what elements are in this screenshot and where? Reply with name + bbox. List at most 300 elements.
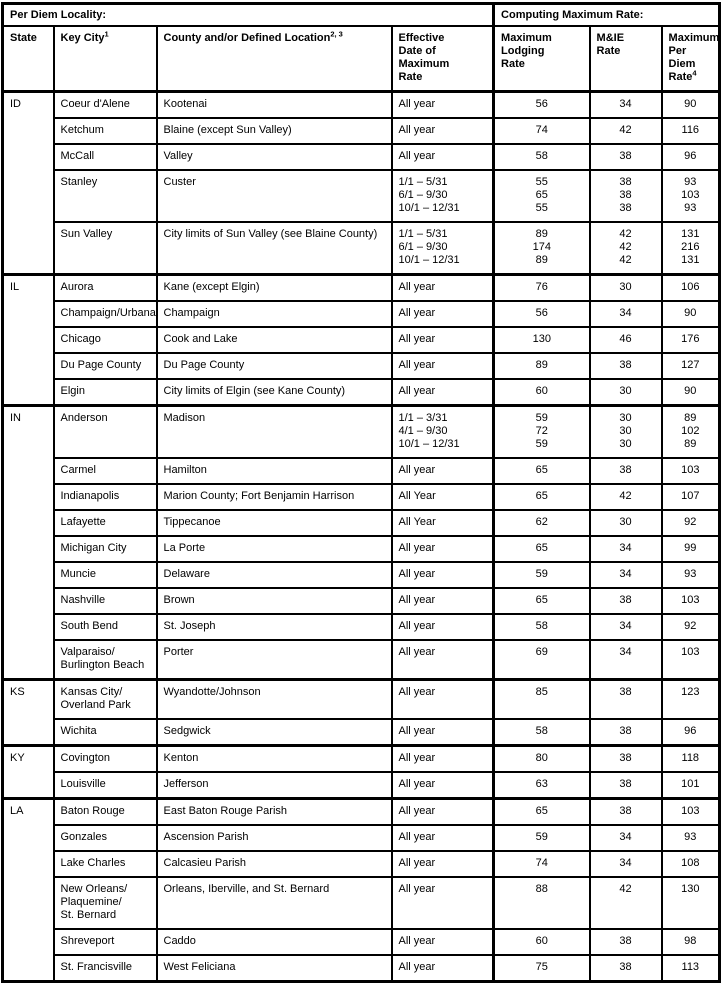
cell-line: All year [398, 359, 436, 371]
effective-date-cell [392, 772, 494, 799]
column-header-key-city [54, 26, 157, 92]
cell-line: Calcasieu Parish [163, 857, 247, 869]
cell-line: 176 [681, 333, 700, 345]
cell-line: La Porte [163, 542, 206, 554]
state-cell: IL [3, 275, 54, 406]
header-line: Per Diem [668, 45, 696, 70]
county-cell [157, 379, 392, 406]
footnote-superscript: 4 [692, 68, 697, 78]
effective-date-cell [392, 614, 494, 640]
maximum-per-diem-rate-cell [662, 588, 720, 614]
cell-line: 6/1 – 9/30 [398, 241, 448, 253]
mie-rate-cell [590, 353, 662, 379]
maximum-lodging-rate-cell [494, 680, 590, 720]
maximum-lodging-rate-cell [494, 301, 590, 327]
maximum-per-diem-rate-cell [662, 379, 720, 406]
cell-line: McCall [60, 150, 95, 162]
mie-rate-cell [590, 955, 662, 982]
cell-line: St. Francisville [60, 961, 133, 973]
cell-line: 56 [535, 307, 548, 319]
cell-line: 58 [535, 620, 548, 632]
cell-line: 30 [619, 281, 632, 293]
cell-line: 131 [681, 228, 700, 240]
cell-line: Valley [163, 150, 193, 162]
cell-line: 30 [619, 385, 632, 397]
key-city-cell [54, 746, 157, 773]
key-city-cell [54, 929, 157, 955]
cell-line: 38 [619, 594, 632, 606]
cell-line: Custer [163, 176, 196, 188]
effective-date-cell [392, 799, 494, 826]
cell-line: 65 [535, 189, 548, 201]
mie-rate-cell [590, 118, 662, 144]
table-row [3, 170, 720, 222]
county-cell [157, 144, 392, 170]
maximum-per-diem-rate-cell [662, 301, 720, 327]
cell-line: 46 [619, 333, 632, 345]
effective-date-cell [392, 222, 494, 275]
county-cell [157, 588, 392, 614]
cell-line: 38 [619, 150, 632, 162]
table-row [3, 275, 720, 302]
cell-line: 116 [681, 124, 700, 136]
cell-line: Wichita [60, 725, 97, 737]
effective-date-cell [392, 92, 494, 119]
cell-line: 75 [535, 961, 548, 973]
maximum-per-diem-rate-cell [662, 510, 720, 536]
header-line: State [10, 32, 37, 44]
maximum-per-diem-rate-cell [662, 929, 720, 955]
cell-line: 6/1 – 9/30 [398, 189, 448, 201]
mie-rate-cell [590, 877, 662, 929]
cell-line: 63 [535, 778, 548, 790]
cell-line: 96 [684, 150, 697, 162]
cell-line: 102 [681, 425, 700, 437]
cell-line: Tippecanoe [163, 516, 221, 528]
table-row [3, 746, 720, 773]
cell-line: City limits of Elgin (see Kane County) [163, 385, 346, 397]
cell-line: 76 [535, 281, 548, 293]
county-cell [157, 614, 392, 640]
header-line: Rate [398, 71, 423, 83]
state-cell: KS [3, 680, 54, 746]
cell-line: West Feliciana [163, 961, 236, 973]
cell-line: New Orleans/ [60, 883, 128, 895]
key-city-cell [54, 588, 157, 614]
cell-line: Champaign [163, 307, 220, 319]
per-diem-rates-table [1, 2, 721, 983]
maximum-per-diem-rate-cell [662, 772, 720, 799]
key-city-cell [54, 562, 157, 588]
cell-line: 103 [681, 189, 700, 201]
cell-line: 59 [535, 568, 548, 580]
cell-line: All year [398, 620, 436, 632]
effective-date-cell [392, 929, 494, 955]
maximum-lodging-rate-cell [494, 144, 590, 170]
cell-line: 4/1 – 9/30 [398, 425, 448, 437]
county-cell [157, 353, 392, 379]
county-cell [157, 222, 392, 275]
cell-line: 90 [684, 307, 697, 319]
cell-line: Delaware [163, 568, 210, 580]
header-line: Rate [501, 58, 525, 70]
table-row [3, 929, 720, 955]
column-header-state [3, 26, 54, 92]
table-row [3, 484, 720, 510]
cell-line: Coeur d'Alene [60, 98, 130, 110]
cell-line: 59 [535, 831, 548, 843]
key-city-cell [54, 353, 157, 379]
cell-line: 1/1 – 5/31 [398, 176, 448, 188]
table-row [3, 301, 720, 327]
cell-line: All year [398, 883, 436, 895]
maximum-lodging-rate-cell [494, 92, 590, 119]
cell-line: St. Bernard [60, 909, 117, 921]
maximum-per-diem-rate-cell [662, 719, 720, 746]
cell-line: 34 [619, 542, 632, 554]
cell-line: Marion County; Fort Benjamin Harrison [163, 490, 355, 502]
state-cell: KY [3, 746, 54, 799]
cell-line: Louisville [60, 778, 106, 790]
cell-line: St. Joseph [163, 620, 216, 632]
maximum-lodging-rate-cell [494, 929, 590, 955]
county-cell [157, 510, 392, 536]
cell-line: 65 [535, 464, 548, 476]
maximum-lodging-rate-cell [494, 640, 590, 680]
cell-line: All year [398, 805, 436, 817]
cell-line: 88 [535, 883, 548, 895]
cell-line: Gonzales [60, 831, 107, 843]
cell-line: 103 [681, 464, 700, 476]
effective-date-cell [392, 301, 494, 327]
county-cell [157, 640, 392, 680]
cell-line: Madison [163, 412, 206, 424]
mie-rate-cell [590, 799, 662, 826]
mie-rate-cell [590, 929, 662, 955]
effective-date-cell [392, 353, 494, 379]
mie-rate-cell [590, 680, 662, 720]
cell-line: All year [398, 385, 436, 397]
column-header-county-defined-location [157, 26, 392, 92]
table-row [3, 640, 720, 680]
cell-line: Overland Park [60, 699, 131, 711]
column-header-maximum-lodging-rate [494, 26, 590, 92]
cell-line: Plaquemine/ [60, 896, 122, 908]
cell-line: Indianapolis [60, 490, 120, 502]
cell-line: 38 [619, 464, 632, 476]
maximum-lodging-rate-cell [494, 614, 590, 640]
table-row [3, 799, 720, 826]
maximum-per-diem-rate-cell [662, 825, 720, 851]
maximum-lodging-rate-cell [494, 458, 590, 484]
table-row [3, 353, 720, 379]
county-cell [157, 746, 392, 773]
effective-date-cell [392, 825, 494, 851]
mie-rate-cell [590, 851, 662, 877]
county-cell [157, 118, 392, 144]
cell-line: 62 [535, 516, 548, 528]
cell-line: 65 [535, 805, 548, 817]
cell-line: 55 [535, 176, 548, 188]
header-line: M&IE [596, 32, 625, 44]
effective-date-cell [392, 275, 494, 302]
cell-line: All year [398, 857, 436, 869]
table-row [3, 536, 720, 562]
effective-date-cell [392, 118, 494, 144]
county-cell [157, 929, 392, 955]
cell-line: Ascension Parish [163, 831, 249, 843]
computing-maximum-rate-section-header: Computing Maximum Rate: [494, 4, 720, 27]
key-city-cell [54, 614, 157, 640]
cell-line: 127 [681, 359, 700, 371]
cell-line: 72 [535, 425, 548, 437]
table-row [3, 327, 720, 353]
mie-rate-cell [590, 327, 662, 353]
cell-line: 90 [684, 98, 697, 110]
effective-date-cell [392, 851, 494, 877]
mie-rate-cell [590, 719, 662, 746]
cell-line: 38 [619, 189, 632, 201]
cell-line: All year [398, 464, 436, 476]
cell-line: All year [398, 778, 436, 790]
cell-line: Kane (except Elgin) [163, 281, 260, 293]
cell-line: 101 [681, 778, 700, 790]
key-city-cell [54, 406, 157, 459]
maximum-lodging-rate-cell [494, 353, 590, 379]
county-cell [157, 275, 392, 302]
cell-line: Brown [163, 594, 195, 606]
mie-rate-cell [590, 772, 662, 799]
maximum-per-diem-rate-cell [662, 406, 720, 459]
cell-line: 89 [535, 254, 548, 266]
cell-line: 30 [619, 438, 632, 450]
effective-date-cell [392, 484, 494, 510]
mie-rate-cell [590, 301, 662, 327]
maximum-per-diem-rate-cell [662, 955, 720, 982]
maximum-per-diem-rate-cell [662, 746, 720, 773]
cell-line: 38 [619, 725, 632, 737]
table-row [3, 118, 720, 144]
cell-line: Kootenai [163, 98, 207, 110]
maximum-lodging-rate-cell [494, 118, 590, 144]
cell-line: 34 [619, 857, 632, 869]
cell-line: 10/1 – 12/31 [398, 202, 460, 214]
cell-line: 130 [532, 333, 551, 345]
cell-line: Anderson [60, 412, 108, 424]
cell-line: 103 [681, 646, 700, 658]
maximum-lodging-rate-cell [494, 877, 590, 929]
header-line: Maximum [501, 32, 552, 44]
cell-line: 38 [619, 202, 632, 214]
mie-rate-cell [590, 458, 662, 484]
header-line: Lodging [501, 45, 545, 57]
header-line: Maximum [398, 58, 450, 70]
cell-line: All year [398, 646, 436, 658]
table-row [3, 955, 720, 982]
effective-date-cell [392, 955, 494, 982]
cell-line: Cook and Lake [163, 333, 238, 345]
county-cell [157, 825, 392, 851]
cell-line: City limits of Sun Valley (see Blaine County) [163, 228, 378, 240]
mie-rate-cell [590, 640, 662, 680]
county-cell [157, 484, 392, 510]
cell-line: 60 [535, 385, 548, 397]
maximum-per-diem-rate-cell [662, 92, 720, 119]
key-city-cell [54, 144, 157, 170]
effective-date-cell [392, 379, 494, 406]
cell-line: Stanley [60, 176, 98, 188]
county-cell [157, 877, 392, 929]
column-header-effective-date [392, 26, 494, 92]
cell-line: All year [398, 333, 436, 345]
cell-line: 10/1 – 12/31 [398, 254, 460, 266]
mie-rate-cell [590, 379, 662, 406]
cell-line: All Year [398, 516, 436, 528]
cell-line: Kenton [163, 752, 199, 764]
county-cell [157, 719, 392, 746]
cell-line: Du Page County [60, 359, 142, 371]
mie-rate-cell [590, 170, 662, 222]
county-cell [157, 955, 392, 982]
table-row [3, 772, 720, 799]
cell-line: All year [398, 752, 436, 764]
header-line: Date of [398, 45, 436, 57]
key-city-cell [54, 825, 157, 851]
key-city-cell [54, 640, 157, 680]
cell-line: 55 [535, 202, 548, 214]
key-city-cell [54, 536, 157, 562]
header-line: County and/or Defined Location$^{2, 3}$ [163, 29, 343, 44]
maximum-per-diem-rate-cell [662, 144, 720, 170]
table-row [3, 458, 720, 484]
cell-line: Hamilton [163, 464, 207, 476]
cell-line: Orleans, Iberville, and St. Bernard [163, 883, 330, 895]
cell-line: 98 [684, 935, 697, 947]
cell-line: All year [398, 307, 436, 319]
maximum-lodging-rate-cell [494, 851, 590, 877]
effective-date-cell [392, 719, 494, 746]
county-cell [157, 680, 392, 720]
cell-line: All Year [398, 490, 436, 502]
maximum-lodging-rate-cell [494, 406, 590, 459]
maximum-per-diem-rate-cell [662, 851, 720, 877]
cell-line: All year [398, 831, 436, 843]
maximum-lodging-rate-cell [494, 510, 590, 536]
header-line: Maximum [668, 32, 720, 44]
cell-line: Valparaiso/ [60, 646, 115, 658]
cell-line: 123 [681, 686, 700, 698]
maximum-per-diem-rate-cell [662, 222, 720, 275]
maximum-lodging-rate-cell [494, 562, 590, 588]
effective-date-cell [392, 562, 494, 588]
maximum-lodging-rate-cell [494, 327, 590, 353]
cell-line: 38 [619, 935, 632, 947]
cell-line: 42 [619, 883, 632, 895]
table-row [3, 588, 720, 614]
county-cell [157, 772, 392, 799]
key-city-cell [54, 719, 157, 746]
cell-line: Sun Valley [60, 228, 113, 240]
mie-rate-cell [590, 222, 662, 275]
cell-line: Muncie [60, 568, 96, 580]
table-row [3, 680, 720, 720]
mie-rate-cell [590, 614, 662, 640]
county-cell [157, 170, 392, 222]
cell-line: Chicago [60, 333, 101, 345]
maximum-per-diem-rate-cell [662, 353, 720, 379]
cell-line: 65 [535, 594, 548, 606]
maximum-per-diem-rate-cell [662, 170, 720, 222]
cell-line: 56 [535, 98, 548, 110]
cell-line: All year [398, 281, 436, 293]
table-row [3, 614, 720, 640]
cell-line: Lake Charles [60, 857, 126, 869]
cell-line: 107 [681, 490, 700, 502]
table-row [3, 92, 720, 119]
cell-line: 108 [681, 857, 700, 869]
key-city-cell [54, 772, 157, 799]
maximum-per-diem-rate-cell [662, 484, 720, 510]
cell-line: Jefferson [163, 778, 209, 790]
cell-line: Caddo [163, 935, 196, 947]
cell-line: 99 [684, 542, 697, 554]
header-line: Key City$^1$ [60, 29, 109, 44]
state-cell: ID [3, 92, 54, 275]
header-line: Effective [398, 32, 445, 44]
effective-date-cell [392, 877, 494, 929]
cell-line: 103 [681, 805, 700, 817]
maximum-per-diem-rate-cell [662, 799, 720, 826]
maximum-lodging-rate-cell [494, 536, 590, 562]
cell-line: 34 [619, 98, 632, 110]
cell-line: 130 [681, 883, 700, 895]
maximum-lodging-rate-cell [494, 379, 590, 406]
county-cell [157, 406, 392, 459]
cell-line: Baton Rouge [60, 805, 125, 817]
cell-line: 38 [619, 176, 632, 188]
mie-rate-cell [590, 746, 662, 773]
cell-line: 74 [535, 857, 548, 869]
cell-line: 65 [535, 542, 548, 554]
cell-line: 113 [681, 961, 700, 973]
table-row [3, 222, 720, 275]
county-cell [157, 851, 392, 877]
key-city-cell [54, 955, 157, 982]
cell-line: 80 [535, 752, 548, 764]
table-row [3, 562, 720, 588]
key-city-cell [54, 275, 157, 302]
cell-line: 93 [684, 831, 697, 843]
cell-line: Nashville [60, 594, 106, 606]
mie-rate-cell [590, 484, 662, 510]
effective-date-cell [392, 588, 494, 614]
cell-line: Kansas City/ [60, 686, 123, 698]
maximum-per-diem-rate-cell [662, 680, 720, 720]
key-city-cell [54, 92, 157, 119]
table-body [3, 92, 720, 982]
county-cell [157, 458, 392, 484]
effective-date-cell [392, 144, 494, 170]
cell-line: 90 [684, 385, 697, 397]
maximum-lodging-rate-cell [494, 799, 590, 826]
cell-line: 216 [681, 241, 700, 253]
key-city-cell [54, 379, 157, 406]
state-cell: IN [3, 406, 54, 680]
cell-line: 34 [619, 307, 632, 319]
table-row [3, 719, 720, 746]
cell-line: East Baton Rouge Parish [163, 805, 288, 817]
maximum-lodging-rate-cell [494, 170, 590, 222]
